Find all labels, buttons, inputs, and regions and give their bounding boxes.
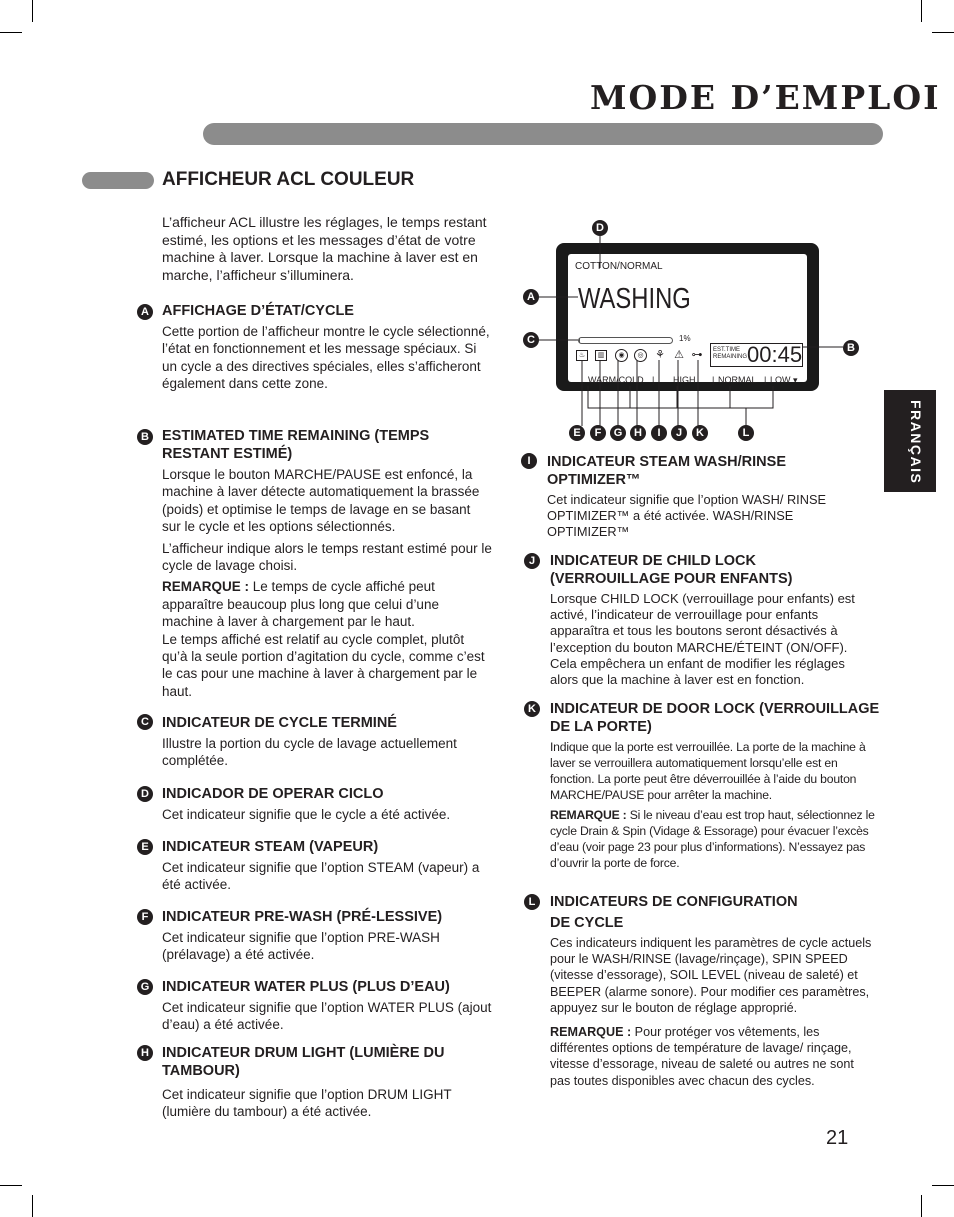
- item-d: [162, 785, 502, 823]
- item-g-title: INDICATEUR WATER PLUS (PLUS D’EAU): [162, 979, 450, 995]
- badge-e: E: [137, 839, 153, 855]
- item-i: [547, 453, 872, 540]
- page-number: 21: [826, 1127, 849, 1149]
- badge-j: J: [524, 553, 540, 569]
- item-k-body: [550, 739, 880, 871]
- item-e-title: INDICATEUR STEAM (VAPEUR): [162, 839, 379, 855]
- item-f-title: INDICATEUR PRE-WASH (PRÉ-LESSIVE): [162, 909, 443, 925]
- est-time-label-1: EST.TIME: [713, 347, 741, 353]
- item-c: [162, 714, 492, 770]
- item-a-title: AFFICHAGE D’ÉTAT/CYCLE: [162, 303, 354, 319]
- setting-divider: |: [712, 375, 715, 385]
- callout-g: G: [610, 425, 626, 441]
- item-k-title: INDICATEUR DE DOOR LOCK (VERROUILLAGE DE LA PORTE): [550, 701, 880, 735]
- intro-paragraph: L’afficheur ACL illustre les réglages, le temps restant estimé, les options et les messages d’état de votre machine à laver. Lorsque la machine à laver est en marche, l’afficheur s’illuminera.: [162, 214, 487, 283]
- item-j-title: INDICATEUR DE CHILD LOCK (VERROUILLAGE POUR ENFANTS): [550, 553, 793, 587]
- lcd-time: 00:45: [747, 342, 803, 367]
- item-k-note: [550, 807, 880, 871]
- lcd-progress-label: 1%: [679, 334, 691, 343]
- setting-beeper: LOW ▾: [770, 375, 798, 385]
- setting-soil: NORMAL: [718, 375, 757, 385]
- item-d-body: Cet indicateur signifie que le cycle a été activée.: [162, 807, 451, 822]
- item-c-body: Illustre la portion du cycle de lavage actuellement complétée.: [162, 736, 457, 769]
- item-l: [550, 893, 875, 1093]
- item-l-note: [550, 1024, 875, 1089]
- callout-j: J: [671, 425, 687, 441]
- lcd-status: WASHING: [578, 283, 691, 315]
- lcd-cycle-label: COTTON/NORMAL: [575, 261, 663, 272]
- item-b-body-2: L’afficheur indique alors le temps restant estimé pour le cycle de lavage choisi.: [162, 540, 492, 574]
- item-k-body-1: Indique que la porte est verrouillée. La porte de la machine à laver se verrouillera automatiquement lorsqu’elle est en fonction. La porte peut être déverrouillée à l’aide du bouton MARCHE/PAUSE pour arrêter la machine.: [550, 740, 866, 802]
- callout-b: B: [843, 340, 859, 356]
- setting-wash-rinse: WARM/COLD: [588, 375, 644, 385]
- callout-c: C: [523, 332, 539, 348]
- item-i-title: INDICATEUR STEAM WASH/RINSE OPTIMIZER™: [547, 454, 786, 488]
- item-e-body: Cet indicateur signifie que l’option STEAM (vapeur) a été activée.: [162, 860, 480, 893]
- note-label: REMARQUE :: [162, 579, 249, 595]
- steam-icon: ♨: [576, 350, 588, 361]
- badge-f: F: [137, 909, 153, 925]
- callout-k: K: [692, 425, 708, 441]
- badge-b: B: [137, 429, 153, 445]
- callout-a: A: [523, 289, 539, 305]
- wash-rinse-optimizer-icon: ⚘: [655, 349, 665, 361]
- item-g-body: Cet indicateur signifie que l’option WATER PLUS (ajout d’eau) a été activée.: [162, 1000, 492, 1033]
- prewash-icon: ▥: [595, 350, 607, 361]
- item-b-body-3: Le temps affiché est relatif au cycle complet, plutôt qu’à la seule portion d’agitation du cycle, comme c’est le cas pour une machine à laver à chargement par le haut.: [162, 631, 485, 699]
- item-j-body: Lorsque CHILD LOCK (verrouillage pour enfants) est activé, l’indicateur de verrouillage pour enfants apparaîtra et tous les boutons seront désactivés à l’exception du bouton MARCHE/ÉTEINT (ON/OFF). Cela empêchera un enfant de modifier les réglages alors que la machine à laver est en fonction.: [550, 591, 855, 688]
- badge-l: L: [524, 894, 540, 910]
- est-time-label-2: REMAINING: [713, 354, 748, 360]
- item-b-body: [162, 466, 492, 700]
- note-text: Pour protéger vos vêtements, les différentes options de température de lavage/ rinçage, vitesse d’essorage, niveau de saleté ou autres ne sont pas toutes disponibles avec chacun des cycles.: [550, 1025, 854, 1088]
- note-label: REMARQUE :: [550, 1025, 632, 1040]
- crop-mark: [932, 1185, 954, 1186]
- drum-light-icon: ◎: [634, 349, 647, 362]
- item-f: [162, 908, 492, 964]
- note-text: Le temps de cycle affiché peut apparaître beaucoup plus long que celui d’une machine à laver à chargement par le haut.: [162, 579, 439, 630]
- callout-h: H: [630, 425, 646, 441]
- item-c-title: INDICATEUR DE CYCLE TERMINÉ: [162, 715, 397, 731]
- language-tab-label: FRANÇAIS: [908, 400, 924, 485]
- note-text: Si le niveau d’eau est trop haut, sélectionnez le cycle Drain & Spin (Vidage & Essorage) pour évacuer l’excès d’eau (voir page 23 pour plus d’informations). N’essayez pas d’ouvrir la porte de force.: [550, 808, 875, 870]
- item-h-body: Cet indicateur signifie que l’option DRUM LIGHT (lumière du tambour) a été activée.: [162, 1087, 452, 1120]
- crop-mark: [32, 1195, 33, 1217]
- badge-a: A: [137, 304, 153, 320]
- callout-f: F: [590, 425, 606, 441]
- item-l-title-2: DE CYCLE: [550, 915, 624, 931]
- child-lock-icon: ⚠: [674, 349, 684, 361]
- callout-d: D: [592, 220, 608, 236]
- item-l-body: [550, 935, 875, 1089]
- callout-l: L: [738, 425, 754, 441]
- callout-i: I: [651, 425, 667, 441]
- lcd-callout-lines: [0, 0, 954, 450]
- language-tab: [884, 390, 936, 492]
- badge-k: K: [524, 701, 540, 717]
- item-f-body: Cet indicateur signifie que l’option PRE-WASH (prélavage) a été activée.: [162, 930, 440, 963]
- section-title: AFFICHEUR ACL COULEUR: [162, 169, 415, 190]
- item-b-note: [162, 578, 492, 630]
- badge-h: H: [137, 1045, 153, 1061]
- setting-spin: HIGH: [673, 375, 696, 385]
- badge-g: G: [137, 979, 153, 995]
- item-b-body-1: Lorsque le bouton MARCHE/PAUSE est enfoncé, la machine à laver détecte automatiquement la brassée (poids) et optimise le temps de lavage en se basant sur le cycle et les options sélectionnés.: [162, 467, 480, 535]
- page-header-title: MODE D’EMPLOI: [590, 78, 941, 117]
- item-b-title: ESTIMATED TIME REMAINING (TEMPS RESTANT ESTIMÉ): [162, 428, 430, 462]
- note-label: REMARQUE :: [550, 808, 627, 822]
- badge-c: C: [137, 714, 153, 730]
- item-l-body-1: Ces indicateurs indiquent les paramètres de cycle actuels pour le WASH/RINSE (lavage/rinçage), SPIN SPEED (vitesse d’essorage), SOIL LEVEL (niveau de saleté) et BEEPER (alarme sonore). Pour modifier ces paramètres, appuyez sur le bouton de réglage approprié.: [550, 936, 872, 1015]
- item-a-body: Cette portion de l’afficheur montre le cycle sélectionné, l’état en fonctionnement et les message spéciaux. Si un cycle a des directives spéciales, elles s’afficheront également dans cette zone.: [162, 324, 490, 392]
- item-d-title: INDICADOR DE OPERAR CICLO: [162, 786, 384, 802]
- item-h: [162, 1044, 492, 1121]
- door-lock-icon: ⊶: [691, 349, 703, 361]
- item-k: [550, 700, 880, 875]
- setting-divider: |: [764, 375, 767, 385]
- crop-mark: [921, 1195, 922, 1217]
- callout-e: E: [569, 425, 585, 441]
- item-b: [162, 427, 492, 704]
- crop-mark: [0, 1185, 22, 1186]
- item-g: [162, 978, 492, 1034]
- water-plus-icon: ◉: [615, 349, 628, 362]
- item-j: [550, 552, 875, 688]
- badge-d: D: [137, 786, 153, 802]
- item-l-title-1: INDICATEURS DE CONFIGURATION: [550, 894, 798, 910]
- item-i-body: Cet indicateur signifie que l’option WASH/ RINSE OPTIMIZER™ a été activée. WASH/RINSE OPTIMIZER™: [547, 492, 827, 539]
- item-e: [162, 838, 492, 894]
- badge-i: I: [521, 453, 537, 469]
- setting-divider: |: [652, 375, 655, 385]
- item-h-title: INDICATEUR DRUM LIGHT (LUMIÈRE DU TAMBOUR): [162, 1045, 445, 1079]
